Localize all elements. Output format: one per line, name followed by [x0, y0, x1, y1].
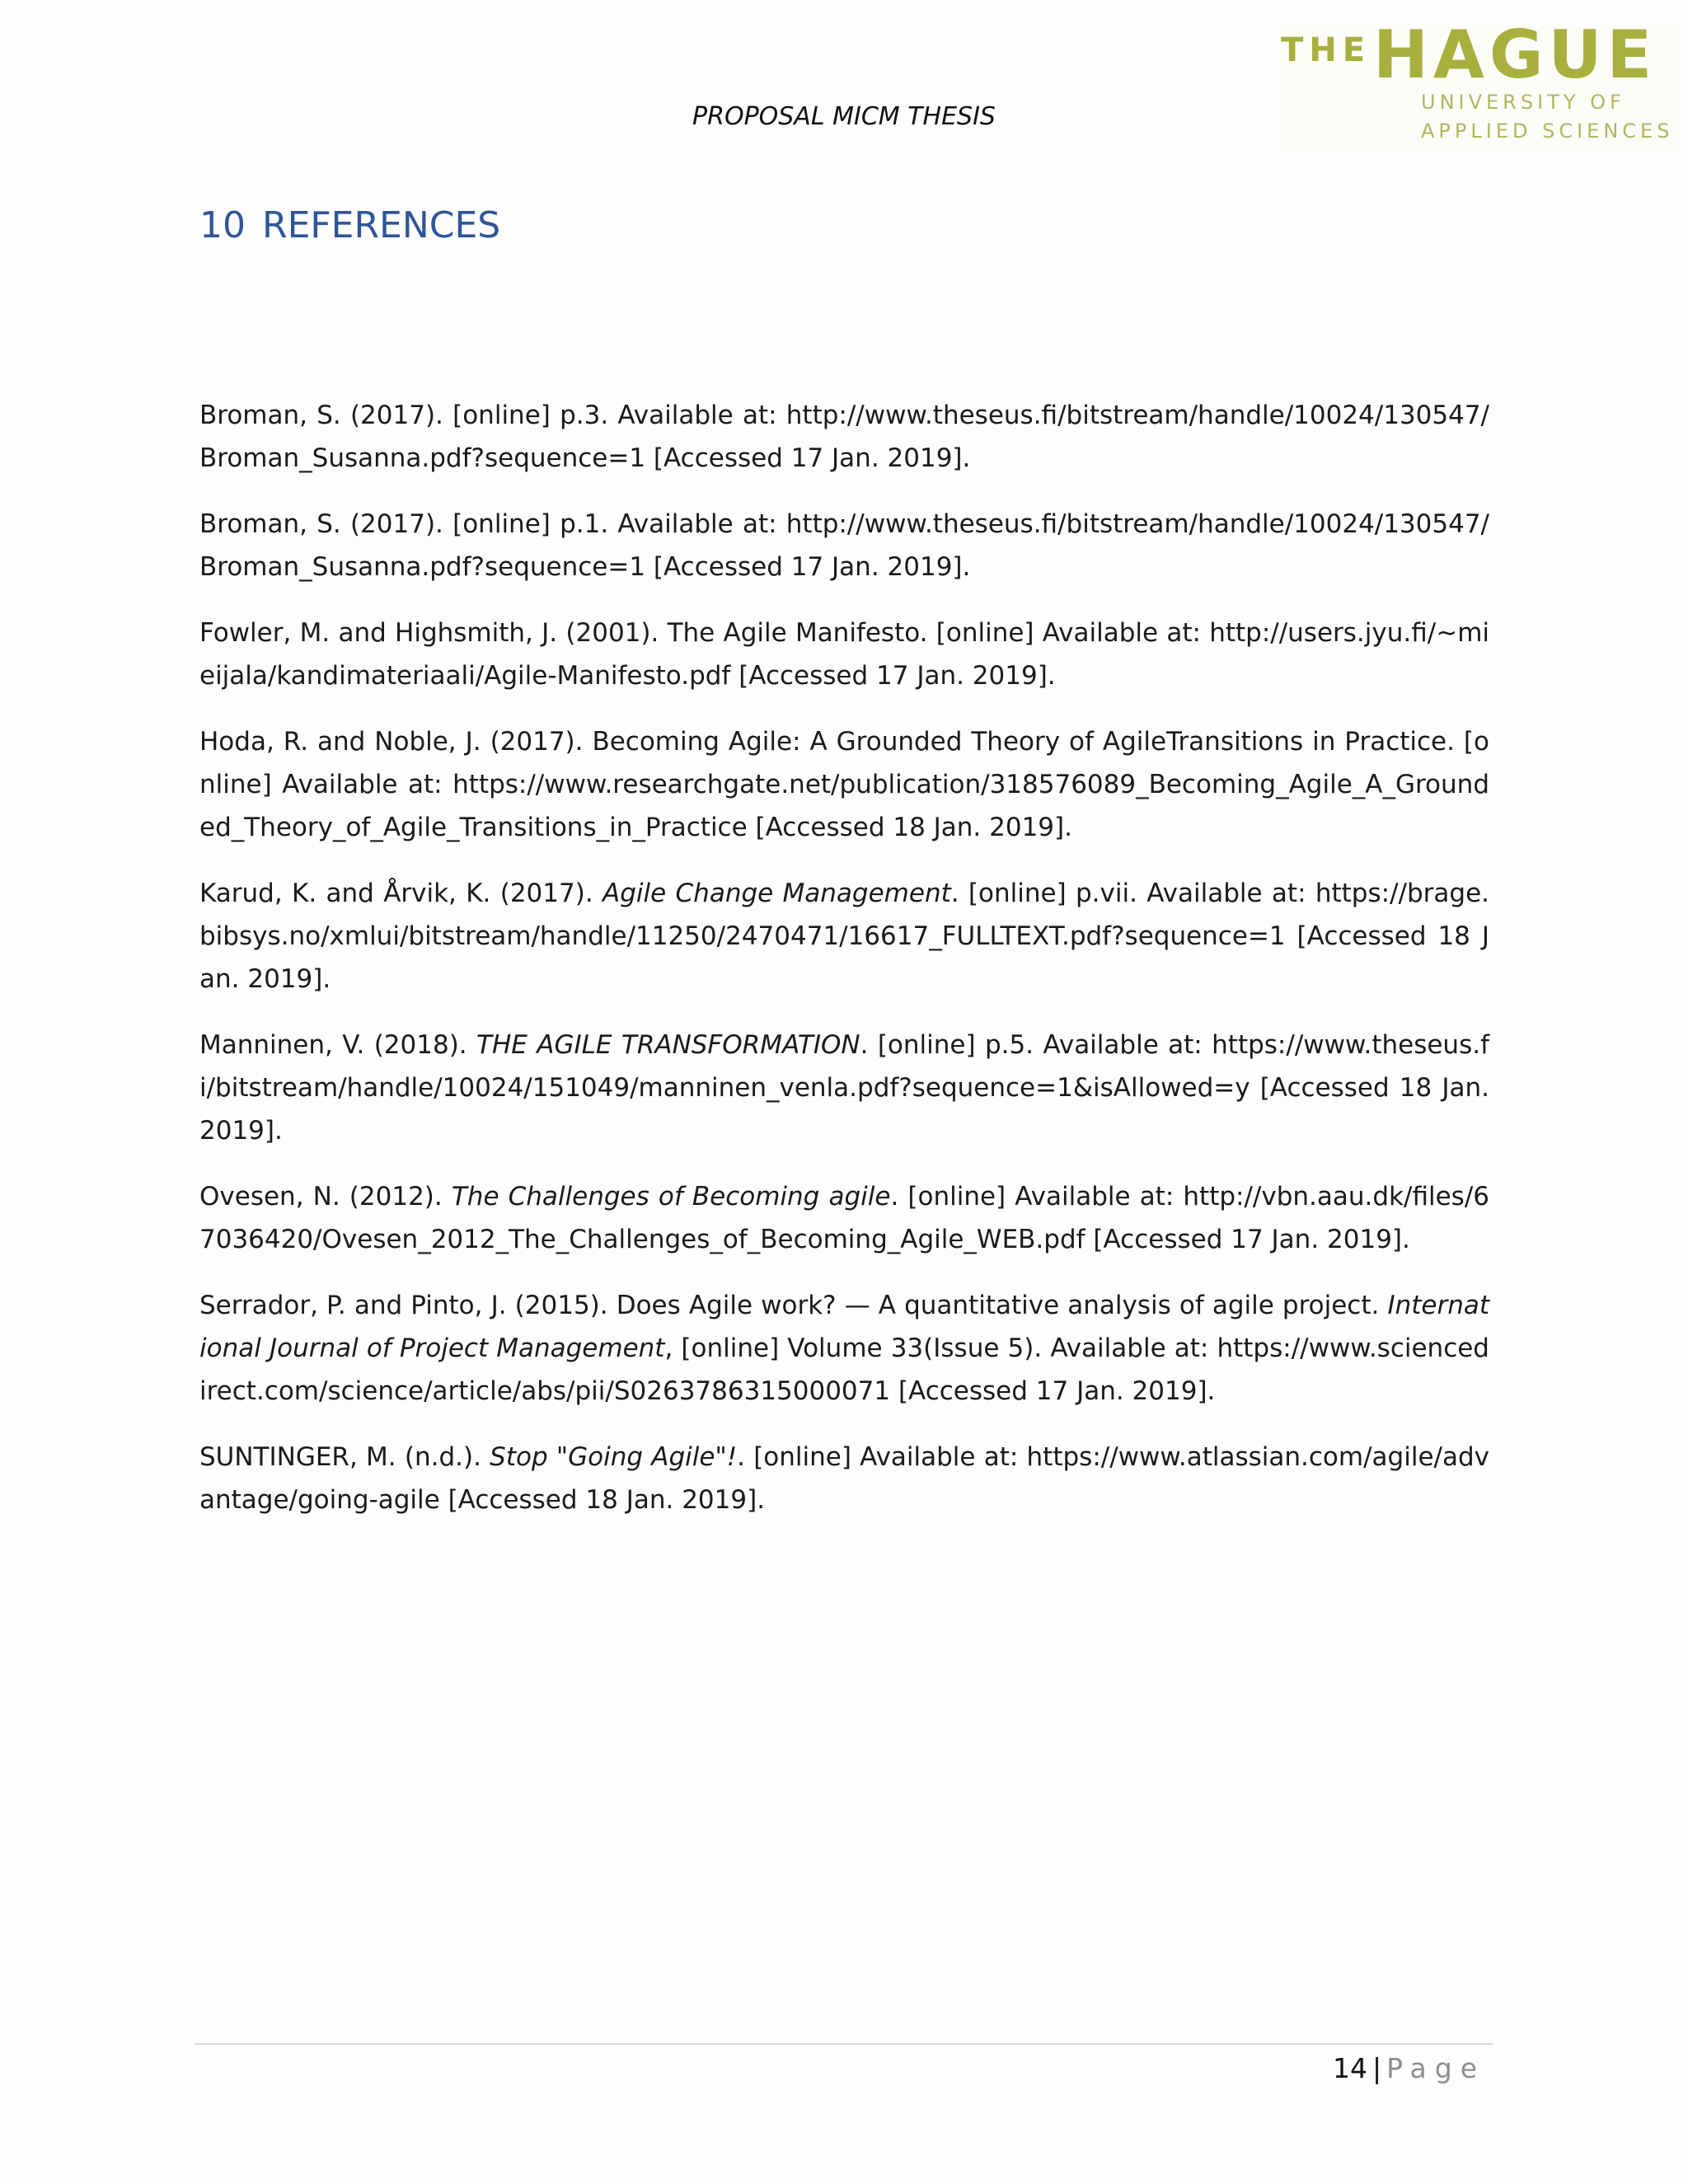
reference-item: Hoda, R. and Noble, J. (2017). Becoming Agile: A Grounded Theory of AgileTransitions in Practice. [online] Available at: https://www.researchgate.net/publication/318576089_Becoming_Agile_A_Grounded_Theory_of_Agile_Transitions_in_Practice [Accessed 18 Jan. 2019].: [199, 727, 1489, 842]
section-heading: [199, 204, 500, 246]
page-number: [1333, 2052, 1485, 2084]
reference-list: [199, 394, 1489, 1544]
logo-text-hague: HAGUE: [1373, 16, 1658, 93]
logo-text-the: THE: [1281, 31, 1372, 69]
footer-divider: [195, 2043, 1493, 2045]
reference-item: Manninen, V. (2018). THE AGILE TRANSFORMATION. [online] p.5. Available at: https://www.theseus.fi/bitstream/handle/10024/151049/manninen_venla.pdf?sequence=1&isAllowed=y [Accessed 18 Jan. 2019].: [199, 1030, 1489, 1146]
reference-item: Serrador, P. and Pinto, J. (2015). Does Agile work? — A quantitative analysis of agile project. International Journal of Project Management, [online] Volume 33(Issue 5). Available at: https://www.sciencedirect.com/science/article/abs/pii/S0263786315000071 [Accessed 17 Jan. 2019].: [199, 1291, 1489, 1406]
page-number-separator: |: [1372, 2052, 1382, 2084]
university-logo: [1279, 16, 1680, 150]
section-title: REFERENCES: [262, 204, 501, 246]
logo-text-university: UNIVERSITY OF: [1421, 91, 1625, 114]
reference-item: Broman, S. (2017). [online] p.3. Available at: http://www.theseus.fi/bitstream/handle/10024/130547/Broman_Susanna.pdf?sequence=1 [Accessed 17 Jan. 2019].: [199, 401, 1489, 473]
reference-item: SUNTINGER, M. (n.d.). Stop "Going Agile"!. [online] Available at: https://www.atlassian.com/agile/advantage/going-agile [Accessed 18 Jan. 2019].: [199, 1442, 1489, 1515]
reference-item: Broman, S. (2017). [online] p.1. Available at: http://www.theseus.fi/bitstream/handle/10024/130547/Broman_Susanna.pdf?sequence=1 [Accessed 17 Jan. 2019].: [199, 509, 1489, 582]
running-header: PROPOSAL MICM THESIS: [692, 102, 996, 131]
reference-item: Ovesen, N. (2012). The Challenges of Becoming agile. [online] Available at: http://vbn.aau.dk/files/67036420/Ovesen_2012_The_Challenges_of_Becoming_Agile_WEB.pdf [Accessed 17 Jan. 2019].: [199, 1182, 1489, 1254]
page-number-value: 14: [1332, 2052, 1367, 2084]
section-number: 10: [199, 204, 246, 246]
reference-item: Fowler, M. and Highsmith, J. (2001). The Agile Manifesto. [online] Available at: http://users.jyu.fi/~mieijala/kandimateriaali/Agile-Manifesto.pdf [Accessed 17 Jan. 2019].: [199, 618, 1489, 691]
reference-item: Karud, K. and Årvik, K. (2017). Agile Change Management. [online] p.vii. Available at: https://brage.bibsys.no/xmlui/bitstream/handle/11250/2470471/16617_FULLTEXT.pdf?sequence=1 [Accessed 18 Jan. 2019].: [199, 879, 1489, 994]
page-word: Page: [1386, 2052, 1485, 2084]
logo-text-applied: APPLIED SCIENCES: [1421, 120, 1674, 143]
